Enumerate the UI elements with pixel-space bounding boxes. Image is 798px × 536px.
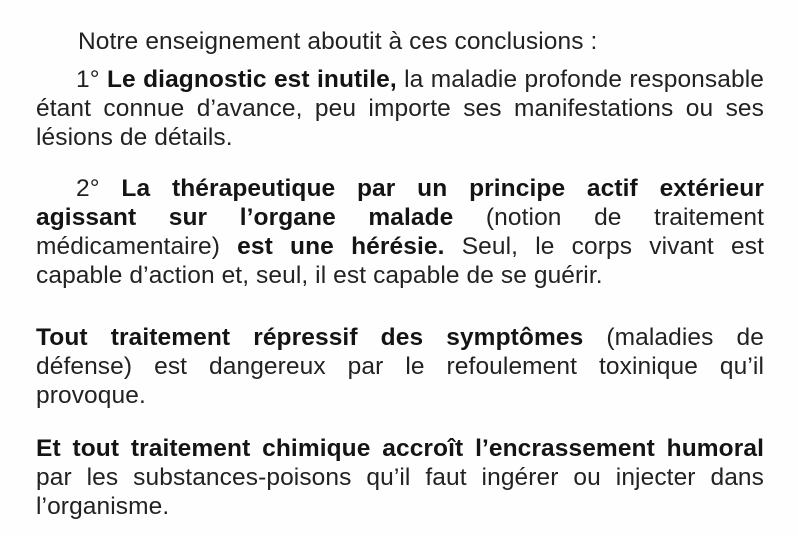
paragraph-3-bold: Tout traitement répressif des symptômes bbox=[36, 324, 584, 351]
conclusion-2-text-2: Seul, le corps vivant est capable d’action et, seul, il est capable de se guérir. bbox=[36, 233, 764, 289]
intro-line bbox=[78, 27, 768, 56]
intro-text: Notre enseignement aboutit à ces conclusions : bbox=[78, 28, 598, 55]
paragraph-3-text: (maladies de défense) est dangereux par le refoulement toxinique qu’il provoque. bbox=[36, 324, 764, 409]
conclusion-2 bbox=[36, 174, 764, 290]
conclusion-1 bbox=[36, 65, 764, 152]
conclusion-2-number: 2° bbox=[76, 175, 100, 202]
paragraph-repressive-treatment bbox=[36, 323, 764, 410]
conclusion-2-text-1: (notion de traitement médicamentaire) bbox=[36, 204, 764, 260]
conclusion-2-bold-1: La thérapeutique par un principe actif extérieur agissant sur l’organe malade bbox=[36, 175, 764, 231]
conclusion-2-bold-2: est une hérésie. bbox=[237, 233, 445, 260]
conclusion-1-text: la maladie profonde responsable étant connue d’avance, peu importe ses manifestations ou ses lésions de détails. bbox=[36, 66, 764, 151]
paragraph-4-text: par les substances-poisons qu’il faut ingérer ou injecter dans l’organisme. bbox=[36, 464, 764, 520]
paragraph-4-bold: Et tout traitement chimique accroît l’encrassement humoral bbox=[36, 435, 764, 462]
conclusion-1-number: 1° bbox=[76, 66, 100, 93]
paragraph-chemical-treatment bbox=[36, 434, 764, 521]
conclusion-1-bold: Le diagnostic est inutile, bbox=[106, 66, 397, 93]
